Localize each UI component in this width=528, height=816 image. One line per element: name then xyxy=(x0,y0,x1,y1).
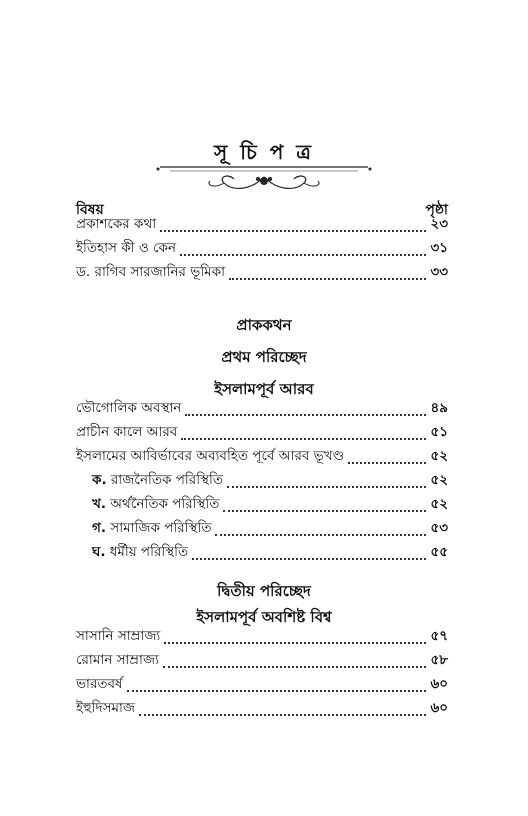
dot-leader xyxy=(223,510,426,512)
entry-label: প্রাচীন কালে আরব xyxy=(76,424,178,440)
dot-leader xyxy=(215,534,426,536)
toc-subentry[interactable] xyxy=(92,472,448,492)
entry-prefix: খ. xyxy=(92,496,106,512)
entry-label xyxy=(92,541,188,564)
chapter-title: ইসলামপূর্ব অবশিষ্ট বিশ্ব xyxy=(196,608,332,626)
toc-entry[interactable] xyxy=(76,652,448,672)
dot-leader xyxy=(185,414,426,416)
toc-entry[interactable] xyxy=(76,400,448,420)
entry-label: ভৌগোলিক অবস্থান xyxy=(76,400,182,416)
dot-leader xyxy=(192,558,426,560)
entry-page: ৩১ xyxy=(430,240,448,256)
entry-label: সাসানি সাম্রাজ্য xyxy=(76,628,161,644)
entry-text: রাজনৈতিক পরিস্থিতি xyxy=(110,472,223,488)
entry-label: ইহুদিসমাজ xyxy=(76,700,136,716)
dot-leader xyxy=(163,666,427,668)
chapter-heading: প্রথম পরিচ্ছেদ xyxy=(221,348,307,366)
toc-entry[interactable] xyxy=(76,628,448,648)
chapter-heading: দ্বিতীয় পরিচ্ছেদ xyxy=(217,582,311,600)
entry-page: ৫২ xyxy=(430,472,448,488)
toc-title: সূ চি প ত্র xyxy=(214,140,314,164)
dot-leader xyxy=(160,230,426,232)
toc-subentry[interactable] xyxy=(92,520,448,540)
entry-text: সামাজিক পরিস্থিতি xyxy=(110,520,212,536)
entry-page: ৫২ xyxy=(430,496,448,512)
entry-page: ২৩ xyxy=(430,216,448,232)
toc-entry[interactable] xyxy=(76,448,448,468)
toc-entry[interactable] xyxy=(76,216,448,236)
ornament-divider-icon xyxy=(154,163,374,195)
entry-label: রোমান সাম্রাজ্য xyxy=(76,652,159,668)
chapter-title: ইসলামপূর্ব আরব xyxy=(214,380,314,398)
entry-page: ৪৯ xyxy=(430,400,448,416)
entry-label: ইসলামের আবির্ভাবের অব্যবহিত পূর্বে আরব ভূখণ্ড xyxy=(76,448,345,464)
entry-page: ৬০ xyxy=(430,676,448,692)
entry-label: ভারতবর্ষ xyxy=(76,676,123,692)
toc-entry[interactable] xyxy=(76,700,448,720)
entry-page: ৫৫ xyxy=(430,544,448,560)
entry-prefix: ঘ. xyxy=(92,544,106,560)
entry-page: ৫২ xyxy=(430,448,448,464)
entry-label: ড. রাগিব সারজানির ভূমিকা xyxy=(76,264,226,280)
entry-text: ধর্মীয় পরিস্থিতি xyxy=(109,544,189,560)
entry-prefix: ক. xyxy=(92,472,107,488)
entry-label: ইতিহাস কী ও কেন xyxy=(76,240,177,256)
header-page-label: পৃষ্ঠা xyxy=(425,202,448,218)
entry-prefix: গ. xyxy=(92,520,106,536)
entry-page: ৫১ xyxy=(430,424,448,440)
entry-label xyxy=(92,517,211,540)
entry-page: ৫৭ xyxy=(430,628,448,644)
dot-leader xyxy=(180,254,426,256)
dot-leader xyxy=(348,462,426,464)
entry-page: ৫৩ xyxy=(430,520,448,536)
entry-page: ৩৩ xyxy=(430,264,448,280)
toc-subentry[interactable] xyxy=(92,496,448,516)
entry-label xyxy=(92,493,219,516)
toc-entry[interactable] xyxy=(76,676,448,696)
entry-text: অর্থনৈতিক পরিস্থিতি xyxy=(110,496,220,512)
entry-page: ৫৮ xyxy=(430,652,448,668)
section-heading: প্রাককথন xyxy=(236,316,292,334)
dot-leader xyxy=(139,714,426,716)
toc-entry[interactable] xyxy=(76,240,448,260)
dot-leader xyxy=(229,278,426,280)
entry-label: প্রকাশকের কথা xyxy=(76,216,157,232)
toc-entry[interactable] xyxy=(76,424,448,444)
dot-leader xyxy=(181,438,426,440)
entry-page: ৬০ xyxy=(430,700,448,716)
toc-entry[interactable] xyxy=(76,264,448,284)
dot-leader xyxy=(127,690,427,692)
entry-label xyxy=(92,469,223,492)
header-subject-label: বিষয় xyxy=(76,202,104,218)
dot-leader xyxy=(227,486,426,488)
toc-subentry[interactable] xyxy=(92,544,448,564)
dot-leader xyxy=(164,642,426,644)
